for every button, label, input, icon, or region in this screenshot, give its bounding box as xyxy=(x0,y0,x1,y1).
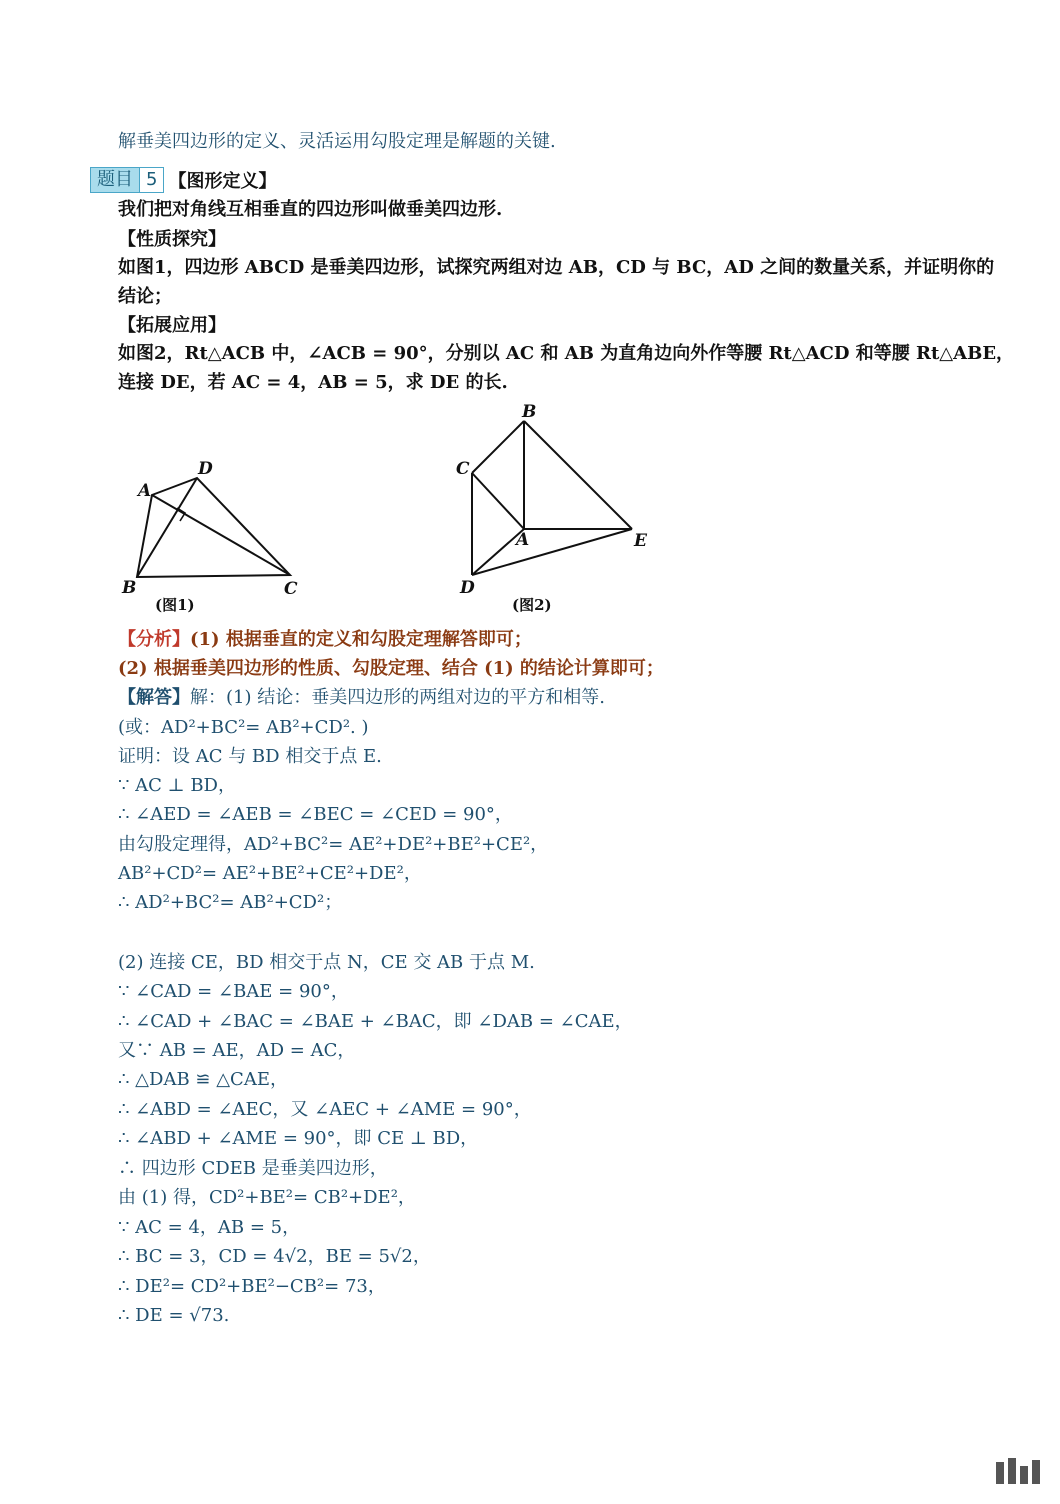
fig2-side-ca xyxy=(472,473,524,529)
answer-line: AB²+CD²= AE²+BE²+CE²+DE²， xyxy=(118,863,422,884)
fig1-diagonal-ac xyxy=(152,495,290,575)
fig1-label-a: A xyxy=(138,481,152,501)
fig2-side-bc xyxy=(472,421,524,473)
question-badge xyxy=(90,167,276,193)
answer-text-1: 解：(1) 结论：垂美四边形的两组对边的平方和相等. xyxy=(190,687,605,708)
intro-line: 解垂美四边形的定义、灵活运用勾股定理是解题的关键. xyxy=(118,131,556,152)
answer-line: (2) 连接 CE，BD 相交于点 N，CE 交 AB 于点 M. xyxy=(118,952,535,973)
answer-line: 由 (1) 得，CD²+BE²= CB²+DE²， xyxy=(118,1187,416,1208)
answer-line: ∴ DE = √73. xyxy=(118,1305,230,1326)
fig1-caption: (图1) xyxy=(155,596,195,614)
answer-line: ∵ AC ⊥ BD， xyxy=(118,775,236,796)
fig2-label-a: A xyxy=(516,530,530,550)
answer-line-1 xyxy=(118,684,605,712)
answer-tag: 【解答】 xyxy=(118,687,190,708)
answer-line: ∴ ∠AED = ∠AEB = ∠BEC = ∠CED = 90°， xyxy=(118,804,513,825)
answer-line: ∴ ∠ABD + ∠AME = 90°，即 CE ⊥ BD， xyxy=(118,1128,479,1149)
fig1-label-d: D xyxy=(198,459,213,479)
answer-line: ∴ AD²+BC²= AB²+CD²； xyxy=(118,892,343,913)
apply-text-1: 如图2，Rt△ACB 中，∠ACB = 90°，分别以 AC 和 AB 为直角边向外作等腰 Rt△ACD 和等腰 Rt△ABE， xyxy=(118,343,1015,364)
figure-1 xyxy=(110,450,320,620)
answer-line: ∵ AC = 4，AB = 5， xyxy=(118,1217,301,1238)
answer-line: ∵ ∠CAD = ∠BAE = 90°， xyxy=(118,981,349,1002)
fig2-side-be xyxy=(524,421,632,529)
answer-line: ∴ DE²= CD²+BE²−CB²= 73， xyxy=(118,1276,386,1297)
corner-decoration xyxy=(996,1458,1040,1484)
question-number: 5 xyxy=(140,167,164,193)
answer-line: 由勾股定理得，AD²+BC²= AE²+DE²+BE²+CE²， xyxy=(118,834,549,855)
fig1-label-c: C xyxy=(284,579,298,599)
fig2-label-e: E xyxy=(634,531,647,551)
apply-text-2: 连接 DE，若 AC = 4，AB = 5，求 DE 的长. xyxy=(118,372,508,393)
explore-tag: 【性质探究】 xyxy=(118,229,226,250)
apply-tag: 【拓展应用】 xyxy=(118,315,226,336)
fig2-side-de xyxy=(472,529,632,575)
explore-text-1: 如图1，四边形 ABCD 是垂美四边形，试探究两组对边 AB，CD 与 BC，AD 之间的数量关系，并证明你的 xyxy=(118,257,995,278)
explore-text-2: 结论； xyxy=(118,286,172,307)
analysis-line-1 xyxy=(118,626,532,654)
answer-line: ∴ △DAB ≌ △CAE， xyxy=(118,1069,288,1090)
analysis-tag: 【分析】 xyxy=(118,629,190,650)
answer-line: ∴ ∠ABD = ∠AEC，又 ∠AEC + ∠AME = 90°， xyxy=(118,1099,532,1120)
fig2-label-b: B xyxy=(522,402,537,422)
answer-line: ∴ BC = 3，CD = 4√2，BE = 5√2， xyxy=(118,1246,431,1267)
answer-line: 证明：设 AC 与 BD 相交于点 E. xyxy=(118,746,382,767)
answer-line: ∴ 四边形 CDEB 是垂美四边形， xyxy=(118,1158,388,1179)
fig1-label-b: B xyxy=(122,578,137,598)
analysis-line-2: (2) 根据垂美四边形的性质、勾股定理、结合 (1) 的结论计算即可； xyxy=(118,658,664,679)
question-label: 题目 xyxy=(90,167,140,193)
answer-line: 又∵ AB = AE，AD = AC， xyxy=(118,1040,356,1061)
section-tag: 【图形定义】 xyxy=(168,171,277,192)
answer-line: ∴ ∠CAD + ∠BAC = ∠BAE + ∠BAC，即 ∠DAB = ∠CAE， xyxy=(118,1011,633,1032)
definition-text: 我们把对角线互相垂直的四边形叫做垂美四边形. xyxy=(118,199,503,220)
fig2-label-c: C xyxy=(456,459,470,479)
answer-line: (或：AD²+BC²= AB²+CD². ) xyxy=(118,717,369,738)
figure-2 xyxy=(450,398,670,620)
fig2-label-d: D xyxy=(460,578,475,598)
fig2-caption: (图2) xyxy=(512,596,552,614)
analysis-text-1: (1) 根据垂直的定义和勾股定理解答即可； xyxy=(190,629,532,650)
